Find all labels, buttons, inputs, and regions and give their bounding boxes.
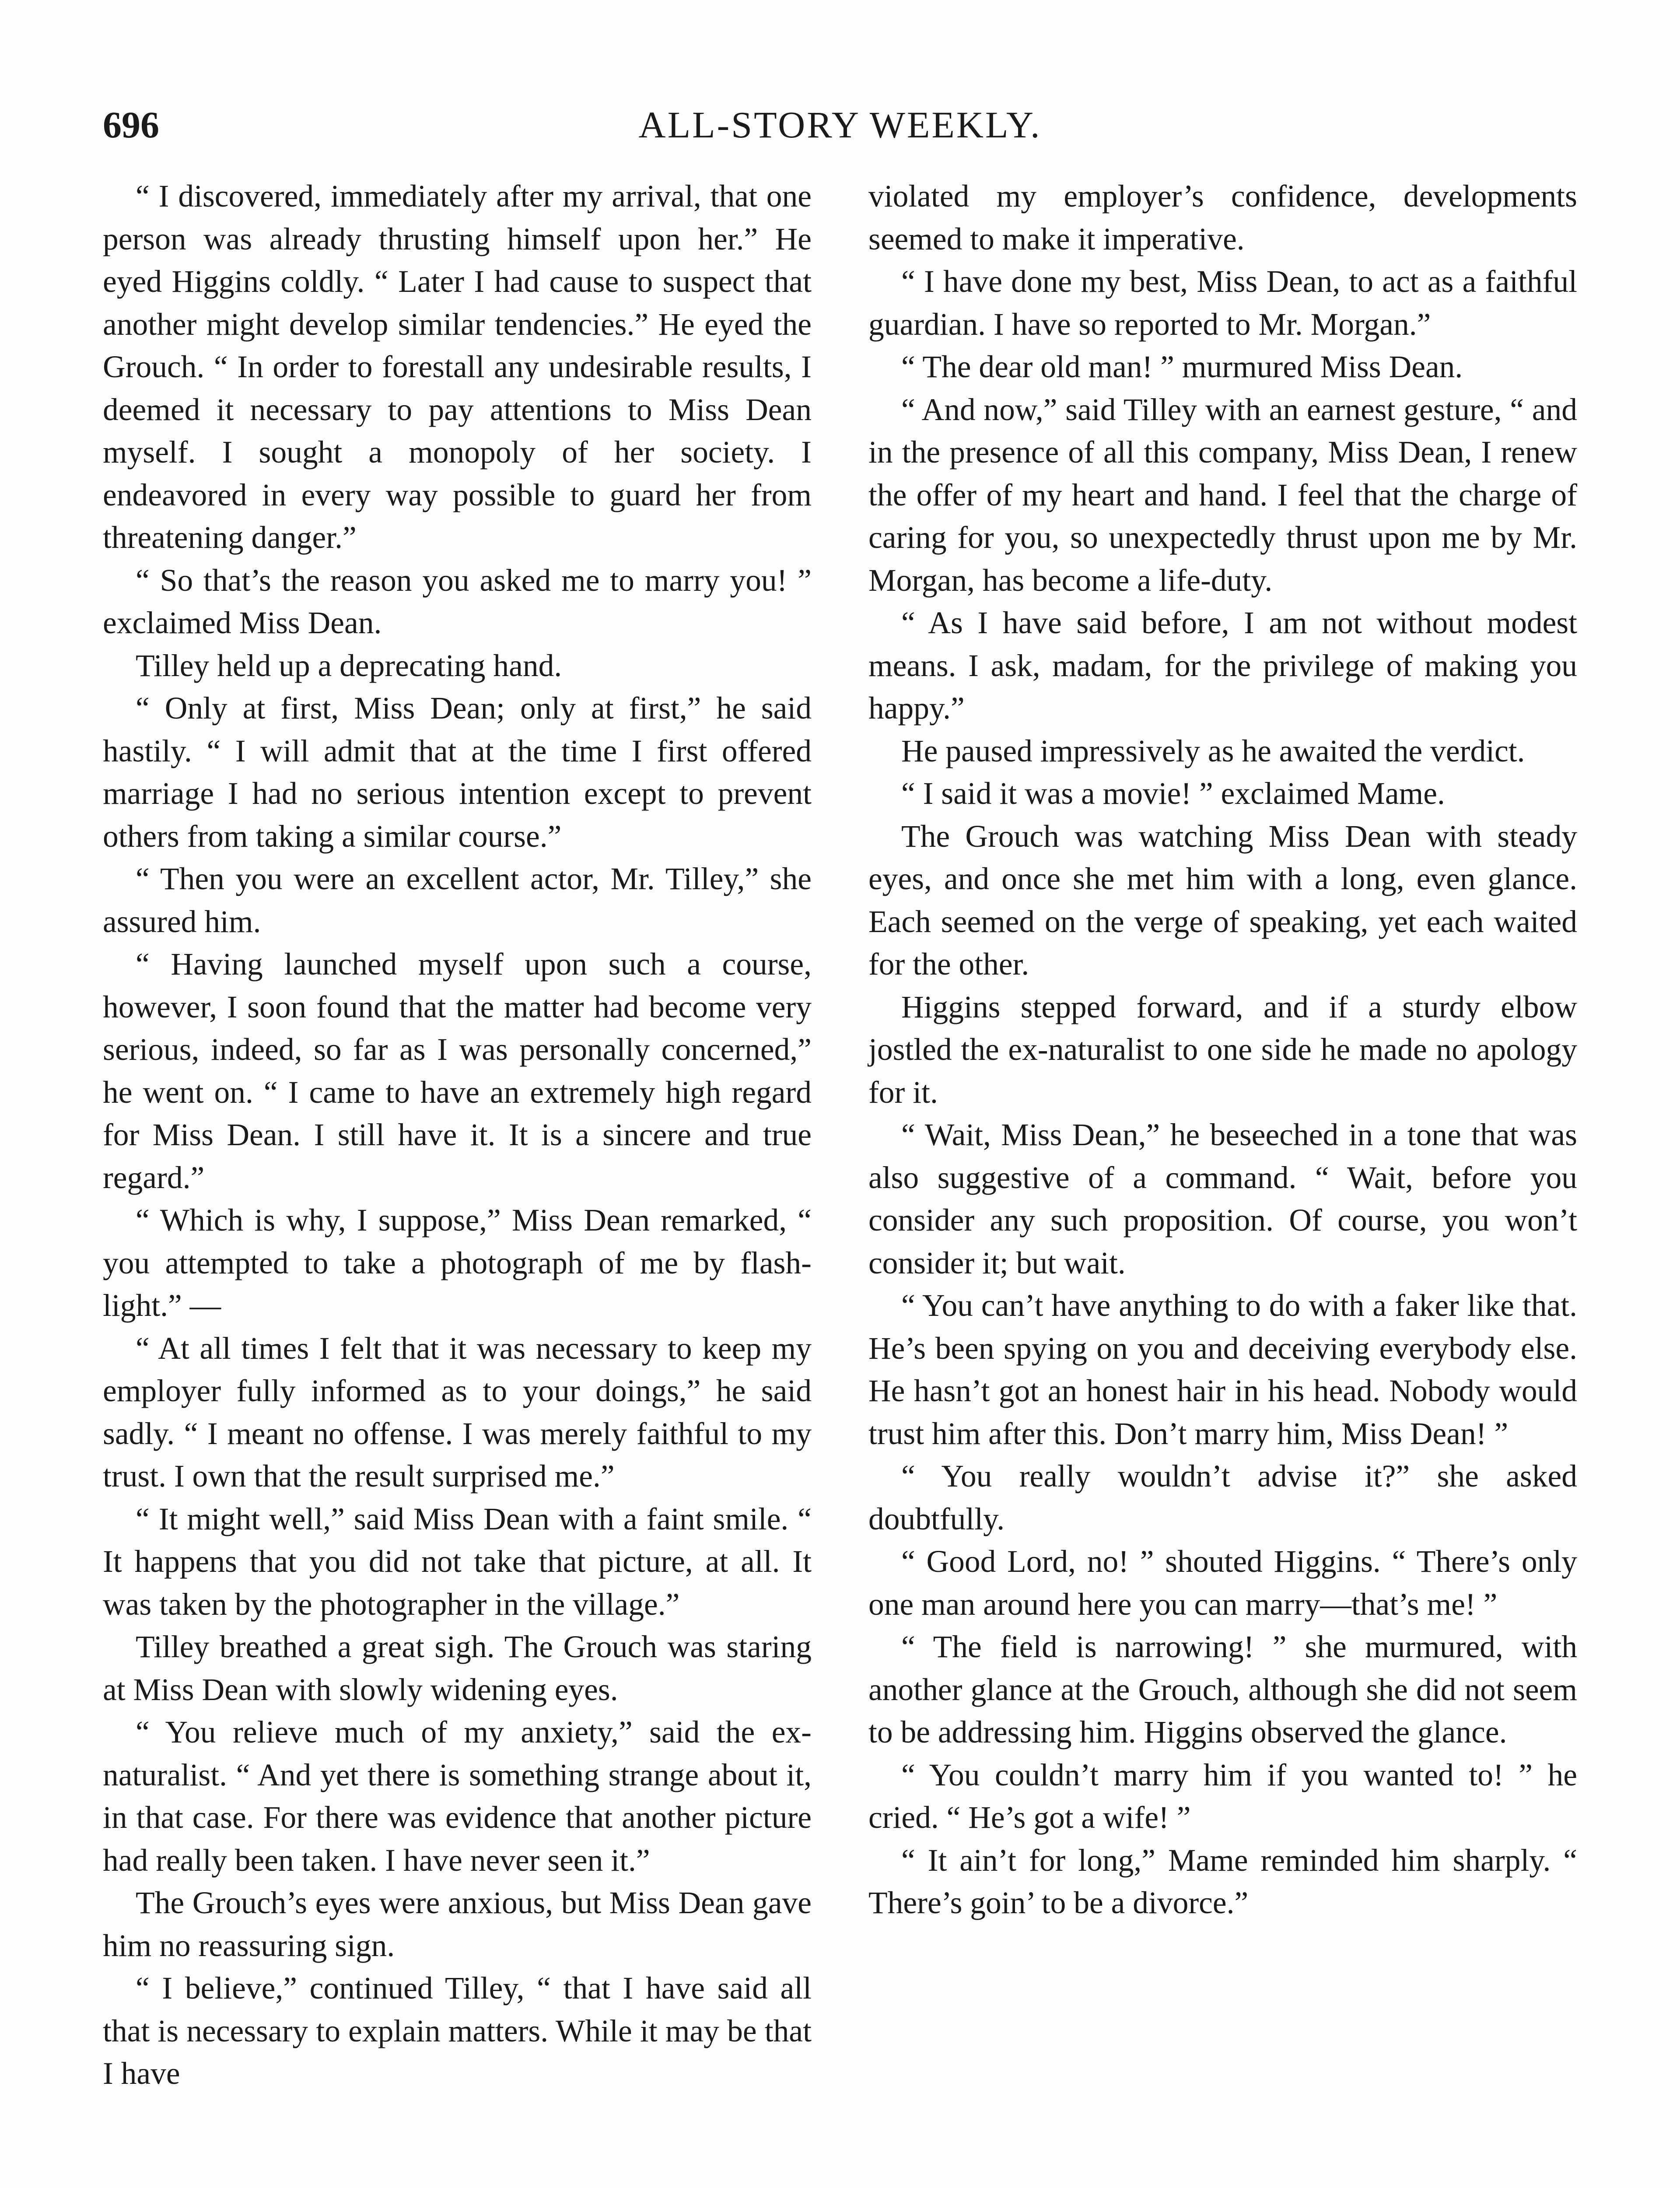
paragraph: “ You can’t have anything to do with a faker like that. He’s been spying on you and deceiving everybody else. He hasn’t got an honest hair in his head. Nobody would trust him after this. Don’t marry him, Miss Dean! ”	[868, 1288, 1577, 1451]
paragraph: Tilley held up a deprecating hand.	[136, 648, 562, 683]
paragraph: “ Having launched myself upon such a course, however, I soon found that the matter had become very serious, indeed, so far as I was personally concerned,” he went on. “ I came to have an extremely high regard for Miss Dean. I still have it. It is a sincere and true regard.”	[103, 947, 812, 1195]
paragraph: “ Good Lord, no! ” shouted Higgins. “ There’s only one man around here you can marry—that’s me! ”	[868, 1544, 1577, 1622]
paragraph: Higgins stepped forward, and if a sturdy elbow jostled the ex-naturalist to one side he made no apology for it.	[868, 989, 1577, 1110]
paragraph: “ The field is narrowing! ” she murmured, with another glance at the Grouch, although she did not seem to be addressing him. Higgins observed the glance.	[868, 1630, 1577, 1750]
story-text	[103, 175, 1577, 2188]
right-column	[868, 175, 1577, 2188]
paragraph: “ You relieve much of my anxiety,” said the ex-naturalist. “ And yet there is something strange about it, in that case. For there was evidence that another picture had really been taken. I have never seen it.”	[103, 1715, 812, 1878]
paragraph: “ As I have said before, I am not without modest means. I ask, madam, for the privilege of making you happy.”	[868, 606, 1577, 726]
paragraph: “ You couldn’t marry him if you wanted to! ” he cried. “ He’s got a wife! ”	[868, 1757, 1577, 1835]
paragraph: The Grouch was watching Miss Dean with steady eyes, and once she met him with a long, even glance. Each seemed on the verge of speaking, yet each waited for the other.	[868, 819, 1577, 982]
left-column	[103, 175, 812, 2188]
paragraph: Tilley breathed a great sigh. The Grouch was staring at Miss Dean with slowly widening eyes.	[103, 1630, 812, 1707]
paragraph: violated my employer’s confidence, developments seemed to make it imperative.	[868, 179, 1577, 256]
paragraph: “ Wait, Miss Dean,” he beseeched in a tone that was also suggestive of a command. “ Wait, before you consider any such proposition. Of course, you won’t consider it; but wait.	[868, 1118, 1577, 1280]
paragraph: “ It ain’t for long,” Mame reminded him sharply. “ There’s goin’ to be a divorce.”	[868, 1843, 1577, 1920]
paragraph: “ And now,” said Tilley with an earnest gesture, “ and in the presence of all this company, Miss Dean, I renew the offer of my heart and hand. I feel that the charge of caring for you, so unexpectedly thrust upon me by Mr. Morgan, has become a life-duty.	[868, 392, 1577, 598]
paragraph: “ Only at first, Miss Dean; only at first,” he said hastily. “ I will admit that at the time I first offered marriage I had no serious intention except to prevent others from taking a similar course.”	[103, 691, 812, 854]
paragraph: “ The dear old man! ” murmured Miss Dean.	[901, 350, 1463, 384]
paragraph: “ I have done my best, Miss Dean, to act as a faithful guardian. I have so reported to Mr. Morgan.”	[868, 264, 1577, 342]
paragraph: “ So that’s the reason you asked me to marry you! ” exclaimed Miss Dean.	[103, 563, 812, 640]
paragraph: “ Which is why, I suppose,” Miss Dean remarked, “ you attempted to take a photograph of me by flash-light.” —	[103, 1203, 812, 1323]
paragraph: “ I believe,” continued Tilley, “ that I have said all that is necessary to explain matters. While it may be that I have	[103, 1971, 812, 2091]
paragraph: “ I discovered, immediately after my arrival, that one person was already thrusting himself upon her.” He eyed Higgins coldly. “ Later I had cause to suspect that another might develop similar tendencies.” He eyed the Grouch. “ In order to forestall any undesirable results, I deemed it necessary to pay attentions to Miss Dean myself. I sought a monopoly of her society. I endeavored in every way possible to guard her from threatening danger.”	[103, 179, 812, 555]
page-header	[103, 101, 1577, 149]
paragraph: He paused impressively as he awaited the verdict.	[901, 733, 1525, 768]
paragraph: “ You really wouldn’t advise it?” she asked doubtfully.	[868, 1459, 1577, 1536]
paragraph: “ Then you were an excellent actor, Mr. Tilley,” she assured him.	[103, 862, 812, 939]
running-title: ALL-STORY WEEKLY.	[638, 104, 1042, 146]
paragraph: “ It might well,” said Miss Dean with a faint smile. “ It happens that you did not take that picture, at all. It was taken by the photographer in the village.”	[103, 1501, 812, 1622]
paragraph: “ At all times I felt that it was necessary to keep my employer fully informed as to your doings,” he said sadly. “ I meant no offense. I was merely faithful to my trust. I own that the result surprised me.”	[103, 1331, 812, 1494]
paragraph: “ I said it was a movie! ” exclaimed Mame.	[901, 776, 1445, 811]
page-number: 696	[103, 104, 159, 146]
paragraph: The Grouch’s eyes were anxious, but Miss Dean gave him no reassuring sign.	[103, 1886, 812, 1963]
